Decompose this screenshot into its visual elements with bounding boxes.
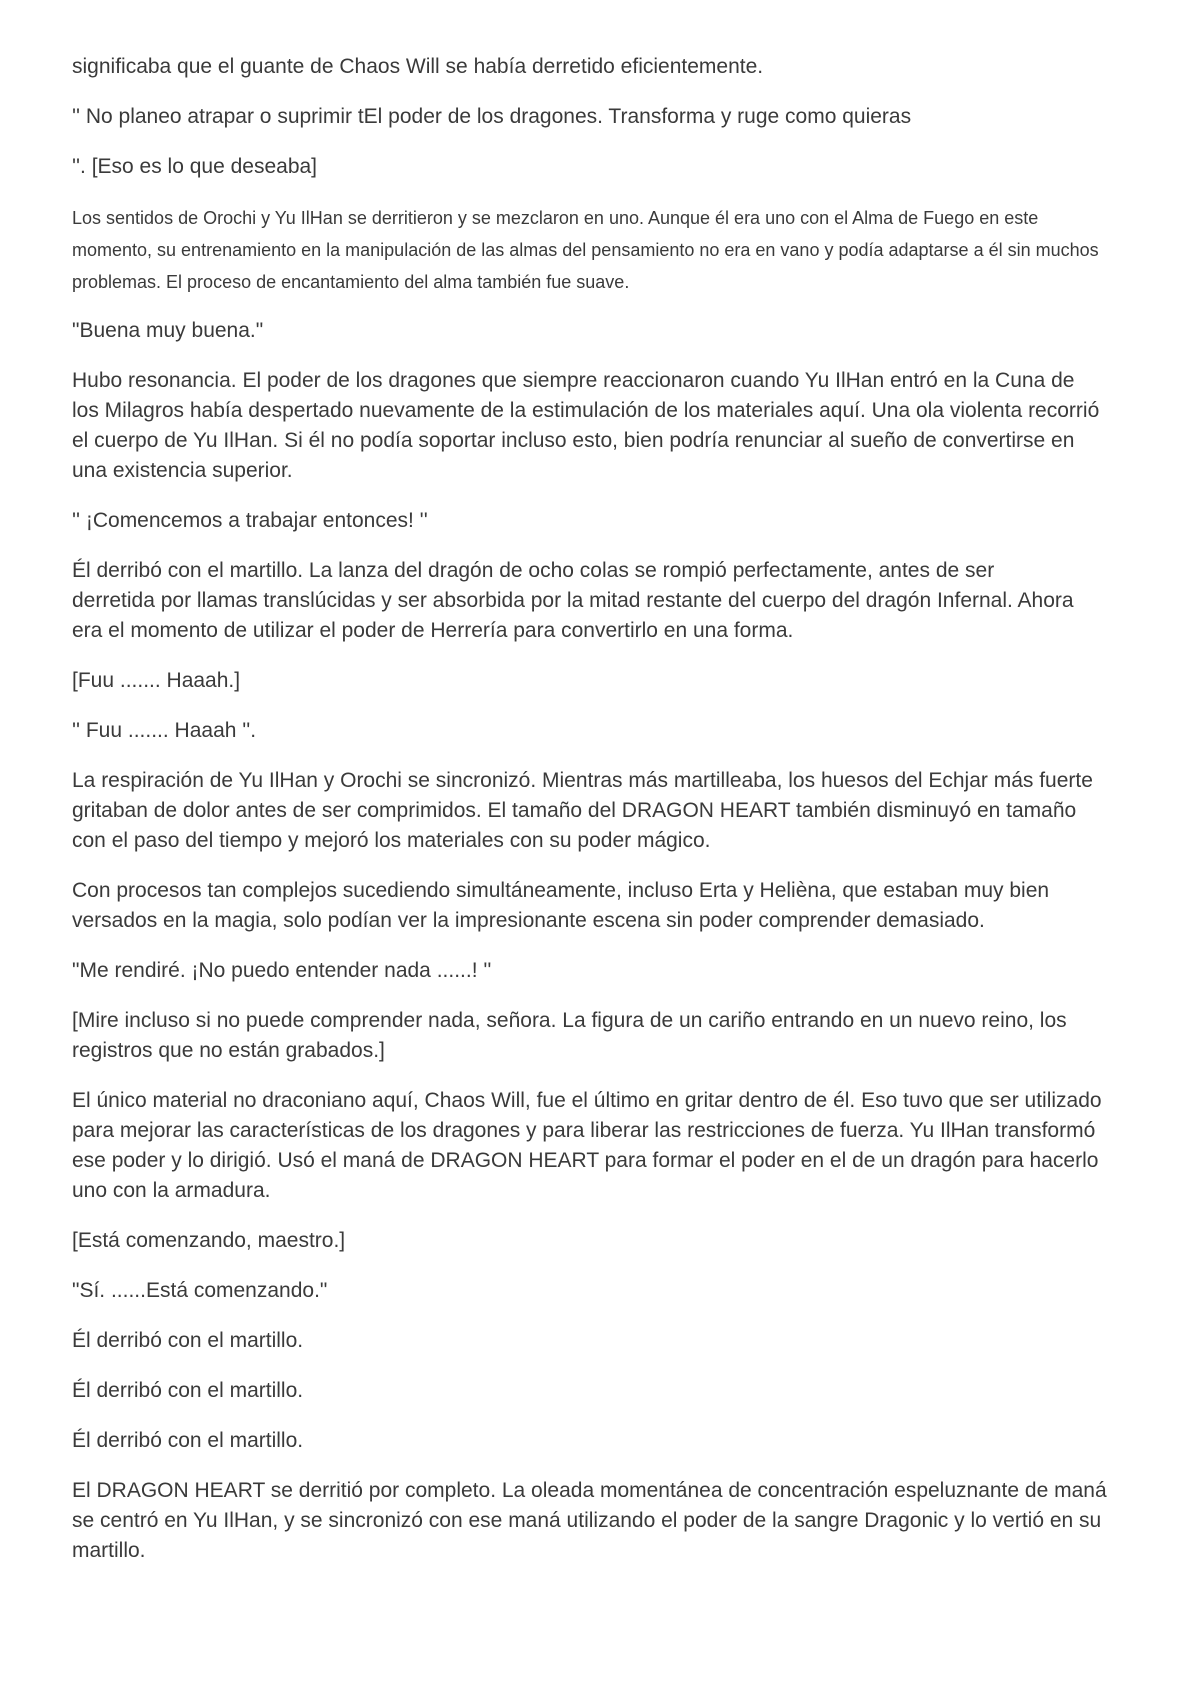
paragraph: Él derribó con el martillo.	[72, 1329, 304, 1352]
paragraph: '' Fuu ....... Haaah ''.	[72, 719, 257, 742]
paragraph: Con procesos tan complejos sucediendo simultáneamente, incluso Erta y Helièna, que estaban muy bien versados en la magia, solo podían ver la impresionante escena sin poder comprender demasiado.	[72, 879, 1050, 932]
paragraph: Él derribó con el martillo.	[72, 1429, 304, 1452]
paragraph: '' No planeo atrapar o suprimir tEl poder de los dragones. Transforma y ruge como quieras	[72, 105, 912, 128]
paragraph: La respiración de Yu IlHan y Orochi se sincronizó. Mientras más martilleaba, los huesos del Echjar más fuerte gritaban de dolor antes de ser comprimidos. El tamaño del DRAGON HEART también disminuyó en tamaño con el paso del tiempo y mejoró los materiales con su poder mágico.	[72, 769, 1093, 852]
paragraph: Hubo resonancia. El poder de los dragones que siempre reaccionaron cuando Yu IlHan entró en la Cuna de los Milagros había despertado nuevamente de la estimulación de los materiales aquí. Una ola violenta recorrió el cuerpo de Yu IlHan. Si él no podía soportar incluso esto, bien podría renunciar al sueño de convertirse en una existencia superior.	[72, 369, 1100, 482]
paragraph: "Sí. ......Está comenzando."	[72, 1279, 328, 1302]
paragraph: [Mire incluso si no puede comprender nada, señora. La figura de un cariño entrando en un nuevo reino, los registros que no están grabados.]	[72, 1009, 1067, 1062]
paragraph: "Me rendiré. ¡No puedo entender nada ......! ''	[72, 959, 492, 982]
paragraph: Los sentidos de Orochi y Yu IlHan se derritieron y se mezclaron en uno. Aunque él era uno con el Alma de Fuego en este momento, su entrenamiento en la manipulación de las almas del pensamiento no era en vano y podía adaptarse a él sin muchos problemas. El proceso de encantamiento del alma también fue suave.	[72, 208, 1099, 292]
paragraph: El único material no draconiano aquí, Chaos Will, fue el último en gritar dentro de él. Eso tuvo que ser utilizado para mejorar las características de los dragones y para liberar las restricciones de fuerza. Yu IlHan transformó ese poder y lo dirigió. Usó el maná de DRAGON HEART para formar el poder en el de un dragón para hacerlo uno con la armadura.	[72, 1089, 1102, 1202]
paragraph: El DRAGON HEART se derritió por completo. La oleada momentánea de concentración espeluznante de maná se centró en Yu IlHan, y se sincronizó con ese maná utilizando el poder de la sangre Dragonic y lo vertió en su martillo.	[72, 1479, 1107, 1562]
paragraph: Él derribó con el martillo.	[72, 1379, 304, 1402]
paragraph: [Está comenzando, maestro.]	[72, 1229, 346, 1252]
paragraph: "Buena muy buena."	[72, 319, 264, 342]
paragraph: significaba que el guante de Chaos Will se había derretido eficientemente.	[72, 55, 764, 78]
paragraph: ''. [Eso es lo que deseaba]	[72, 155, 318, 178]
paragraph: [Fuu ....... Haaah.]	[72, 669, 241, 692]
paragraph: Él derribó con el martillo. La lanza del dragón de ocho colas se rompió perfectamente, antes de ser derretida por llamas translúcidas y ser absorbida por la mitad restante del cuerpo del dragón Infernal. Ahora era el momento de utilizar el poder de Herrería para convertirlo en una forma.	[72, 559, 1074, 642]
document-page	[72, 52, 1122, 1586]
paragraph: '' ¡Comencemos a trabajar entonces! ''	[72, 509, 428, 532]
